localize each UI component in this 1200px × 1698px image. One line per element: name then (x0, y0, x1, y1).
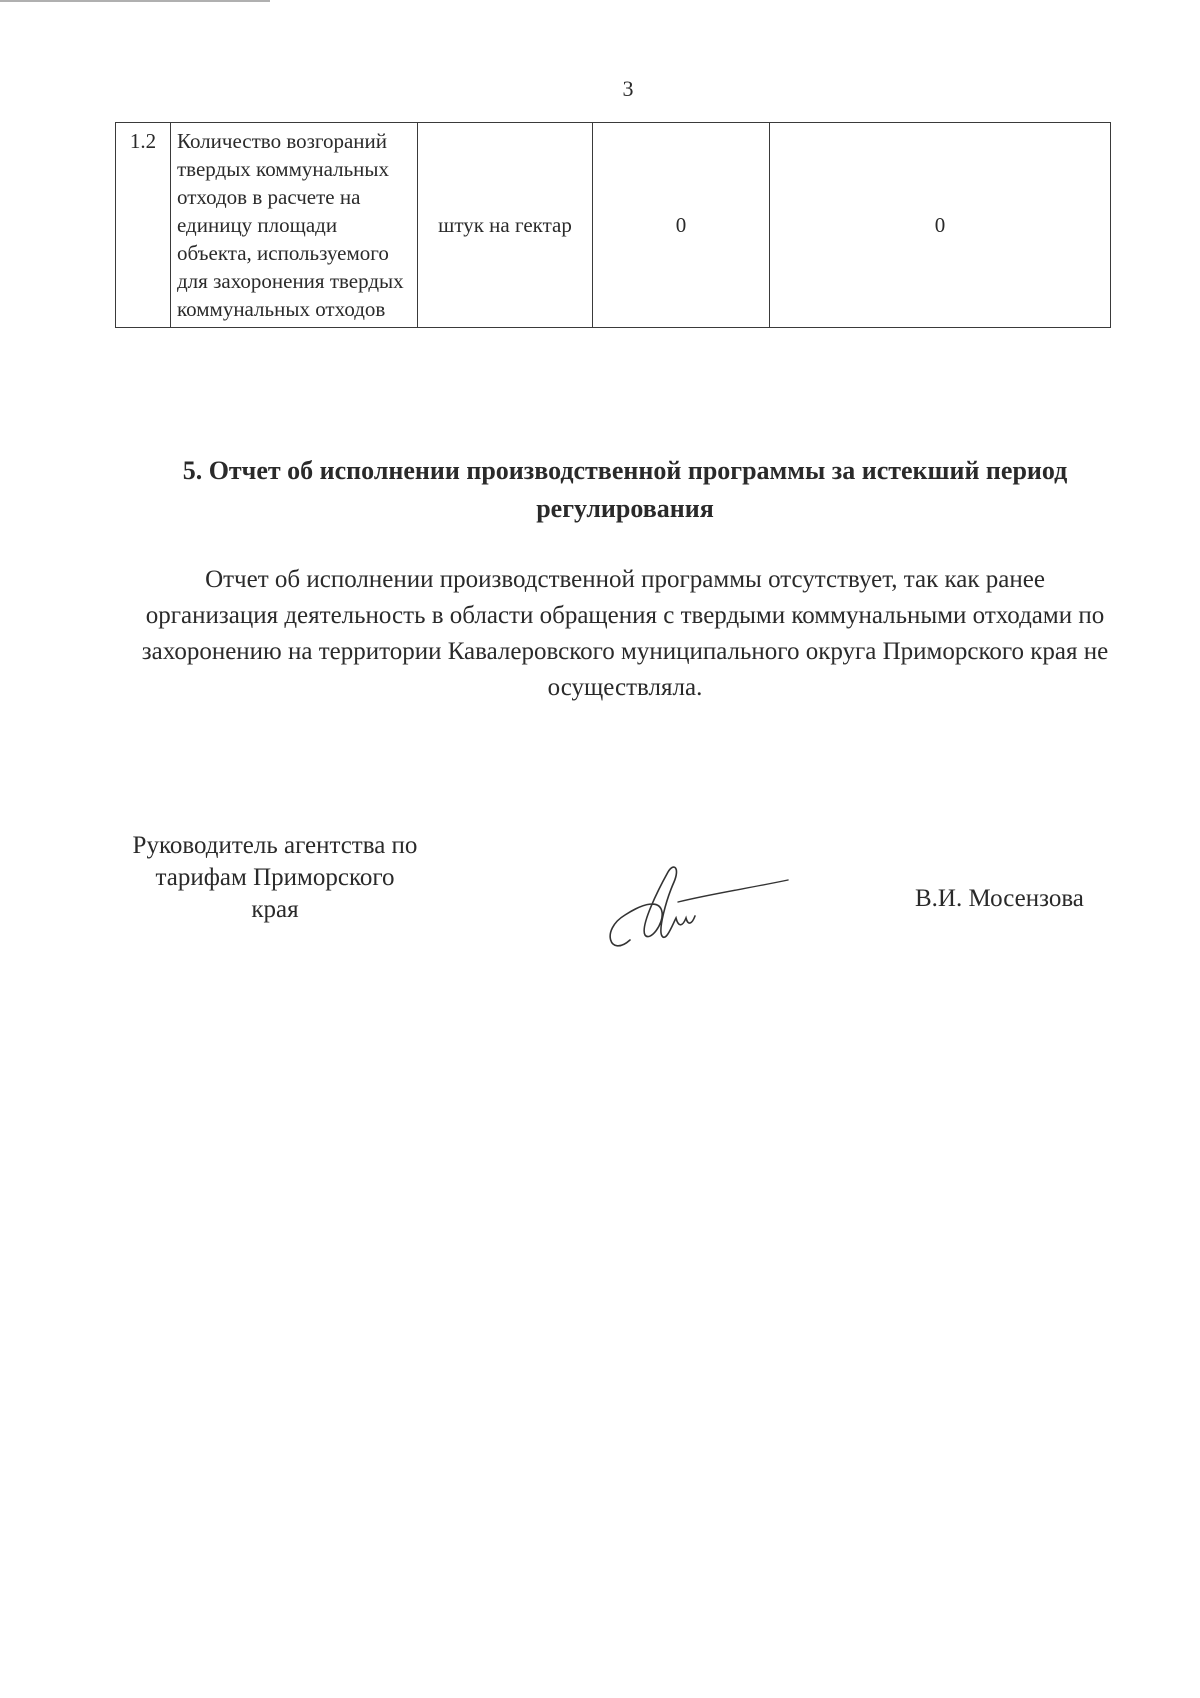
page-number: 3 (622, 76, 634, 101)
scan-edge-line (0, 0, 270, 2)
indicators-table (115, 122, 1111, 328)
table-row (116, 123, 1111, 328)
row-number-cell: 1.2 (116, 123, 171, 328)
value-cell-1: 0 (593, 123, 770, 328)
signer-position: Руководитель агентства по тарифам Приморского края (132, 832, 418, 923)
signature-image (600, 860, 790, 960)
indicator-name-cell: Количество возгораний твердых коммунальных отходов в расчете на единицу площади объекта, используемого для захоронения твердых коммунальных отходов (171, 123, 418, 328)
section-body: Отчет об исполнении производственной программы отсутствует, так как ранее организация деятельность в области обращения с твердыми коммунальными отходами по захоронению на территории Кавалеровского муниципального округа Приморского края не осуществляла. (141, 566, 1109, 701)
signer-name: В.И. Мосензова (915, 885, 1084, 912)
section-title: 5. Отчет об исполнении производственной программы за истекший период регулирования (182, 456, 1068, 523)
value-cell-2: 0 (770, 123, 1111, 328)
unit-cell: штук на гектар (418, 123, 593, 328)
